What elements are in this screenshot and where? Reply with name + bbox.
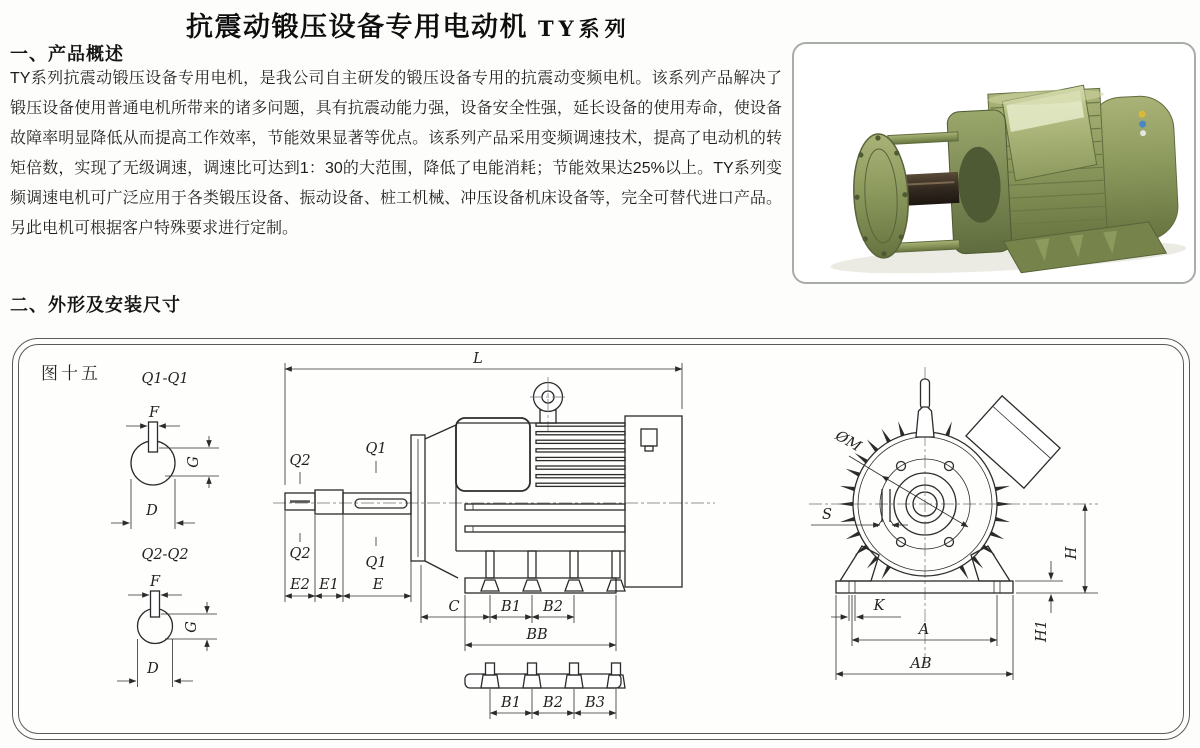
dim-BB: BB (526, 627, 548, 643)
fin (846, 469, 861, 477)
section-heading-dimensions: 二、外形及安装尺寸 (10, 295, 181, 315)
fin (995, 517, 1010, 522)
dimension-drawing (13, 339, 1191, 741)
product-photo-frame (792, 42, 1196, 284)
terminal-box-tilted (966, 396, 1060, 488)
dim-G-q1: G (186, 456, 202, 468)
fin (997, 502, 1012, 506)
front-flange (851, 133, 911, 260)
dim-D-q2: D (147, 661, 159, 677)
dim-G-q2: G (184, 621, 200, 633)
dim-E2: E2 (290, 577, 310, 593)
figure-box (12, 338, 1190, 740)
fin (882, 429, 891, 443)
end-view (809, 367, 1098, 680)
fin (840, 486, 855, 491)
product-photo-motor (794, 44, 1194, 282)
section-view-q1 (111, 371, 219, 529)
fin (882, 565, 891, 579)
dim-S: S (822, 507, 832, 523)
dim-H: H (1064, 546, 1080, 560)
fin (840, 517, 855, 522)
dim-A: A (918, 622, 930, 638)
dim-E: E (372, 577, 384, 593)
dim-Q2-top: Q2 (289, 453, 311, 469)
fin (959, 565, 968, 579)
fin (945, 421, 952, 436)
q2-section-title: Q2-Q2 (141, 547, 189, 563)
dim-L: L (473, 351, 483, 367)
fin (995, 486, 1010, 491)
figure-label: 图十五 (41, 364, 101, 383)
fin (838, 502, 853, 506)
dim-B3-rail: B3 (585, 695, 605, 711)
section-heading-overview: 一、产品概述 (10, 44, 124, 64)
q1-section-title: Q1-Q1 (141, 371, 189, 387)
dim-E1: E1 (319, 577, 339, 593)
overview-paragraph: TY系列抗震动锻压设备专用电机，是我公司自主研发的锻压设备专用的抗震动变频电机。该系列产品解决了锻压设备使用普通电机所带来的诸多问题，具有抗震动能力强，设备安全性强，延长设备的使用寿命，使设备故障率明显降低从而提高工作效率，节能效果显著等优点。该系列产品采用变频调速技术，提高了电动机的转矩倍数，实现了无级调速，调速比可达到1：30的大范围，降低了电能消耗；节能效果达25%以上。TY系列变频调速电机可广泛应用于各类锻压设备、振动设备、桩工机械、冲压设备机床设备等，完全可替代进口产品。另此电机可根据客户特殊要求进行定制。 (10, 70, 782, 237)
dim-C: C (448, 599, 460, 615)
dim-H1: H1 (1034, 620, 1050, 642)
dim-B1-rail: B1 (501, 695, 521, 711)
dim-Q1-top: Q1 (365, 441, 387, 457)
dim-F-q2: F (149, 574, 161, 590)
dim-D-q1: D (146, 503, 158, 519)
tie-rod-top (888, 132, 958, 145)
dim-K: K (873, 598, 885, 614)
dim-phiM: ØM (832, 427, 864, 456)
dim-B2-rail: B2 (543, 695, 563, 711)
page-title-series: TY系列 (538, 16, 631, 41)
dim-F-q1: F (148, 405, 160, 421)
foot-studs (486, 551, 620, 578)
side-fins (536, 423, 625, 486)
fin (846, 531, 861, 539)
dim-Q2-bottom: Q2 (289, 546, 311, 562)
side-view (273, 351, 715, 719)
dim-B1-side: B1 (501, 599, 521, 615)
fin (990, 531, 1005, 539)
dim-B2-side: B2 (543, 599, 563, 615)
fin (898, 421, 905, 436)
page-title (186, 5, 631, 44)
section-view-q2 (117, 547, 217, 687)
page-title-main: 抗震动锻压设备专用电动机 (186, 12, 528, 42)
dim-Q1-bottom: Q1 (365, 555, 387, 571)
dim-AB: AB (910, 656, 932, 672)
stud-pads (481, 580, 625, 591)
